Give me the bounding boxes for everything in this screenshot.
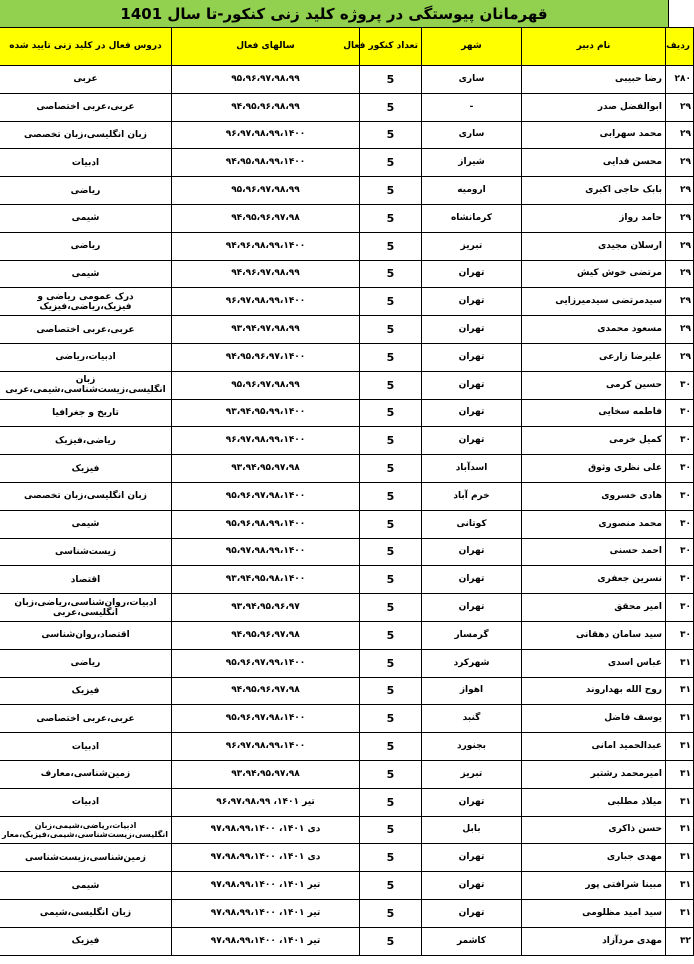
city-cell: اسدآباد: [422, 455, 522, 483]
table-row: [0, 816, 694, 844]
active-count-cell: 5: [360, 177, 422, 205]
active-years-cell: تیر ۱۴۰۱، ۹۶،۹۷،۹۸،۹۹: [172, 788, 360, 816]
row-number-cell: ۲۸۰: [666, 66, 694, 94]
approved-courses-cell: اقتصاد،روان‌شناسی: [0, 621, 172, 649]
row-number-cell: ۳۱: [666, 649, 694, 677]
teacher-name-cell: علیرضا زارعی: [522, 343, 666, 371]
sheet-title: قهرمانان پیوستگی در پروژه کلید زنی کنکور-تا سال 1401: [0, 0, 669, 28]
table-row: [0, 149, 694, 177]
city-cell: تهران: [422, 566, 522, 594]
active-years-cell: ۹۶،۹۷،۹۸،۹۹،۱۴۰۰: [172, 121, 360, 149]
city-cell: اهواز: [422, 677, 522, 705]
active-count-cell: 5: [360, 899, 422, 927]
city-cell: ساری: [422, 66, 522, 94]
row-number-cell: ۲۹: [666, 149, 694, 177]
active-years-cell: ۹۳،۹۴،۹۵،۹۷،۹۸: [172, 760, 360, 788]
teacher-name-cell: امیر محقق: [522, 594, 666, 622]
approved-courses-cell: عربی: [0, 66, 172, 94]
table-row: [0, 343, 694, 371]
active-count-cell: 5: [360, 733, 422, 761]
teacher-name-cell: محمد سهرابی: [522, 121, 666, 149]
teacher-name-cell: سید امید مظلومی: [522, 899, 666, 927]
row-number-cell: ۳۱: [666, 844, 694, 872]
approved-courses-cell: ریاضی: [0, 232, 172, 260]
teacher-name-cell: یوسف فاضل: [522, 705, 666, 733]
approved-courses-cell: ادبیات،ریاضی: [0, 343, 172, 371]
teacher-name-cell: علی نظری وثوق: [522, 455, 666, 483]
row-number-cell: ۲۹: [666, 288, 694, 316]
teacher-name-cell: امیرمحمد رشتبر: [522, 760, 666, 788]
active-count-cell: 5: [360, 232, 422, 260]
approved-courses-cell: زبان انگلیسی،زبان تخصصی: [0, 482, 172, 510]
active-count-cell: 5: [360, 705, 422, 733]
active-years-cell: ۹۵،۹۶،۹۷،۹۹،۱۴۰۰: [172, 649, 360, 677]
active-years-cell: ۹۳،۹۴،۹۵،۹۶،۹۷: [172, 594, 360, 622]
active-count-cell: 5: [360, 149, 422, 177]
teacher-name-cell: حامد رواز: [522, 204, 666, 232]
teacher-name-cell: روح الله بهداروند: [522, 677, 666, 705]
active-count-cell: 5: [360, 316, 422, 344]
row-number-cell: ۳۱: [666, 816, 694, 844]
header-active-years: سالهای فعال: [172, 28, 360, 66]
approved-courses-cell: زیست‌شناسی: [0, 538, 172, 566]
active-years-cell: ۹۴،۹۵،۹۶،۹۸،۹۹: [172, 93, 360, 121]
active-count-cell: 5: [360, 93, 422, 121]
active-years-cell: ۹۳،۹۴،۹۵،۹۸،۱۴۰۰: [172, 566, 360, 594]
table-row: [0, 510, 694, 538]
table-body: [0, 66, 694, 956]
active-count-cell: 5: [360, 399, 422, 427]
header-row-number: ردیف: [666, 28, 694, 66]
table-row: [0, 177, 694, 205]
header-approved-courses: دروس فعال در کلید زنی تایید شده: [0, 28, 172, 66]
active-count-cell: 5: [360, 927, 422, 955]
row-number-cell: ۲۹: [666, 204, 694, 232]
row-number-cell: ۲۹: [666, 121, 694, 149]
table-row: [0, 399, 694, 427]
teacher-name-cell: سیدمرتضی سیدمیرزایی: [522, 288, 666, 316]
approved-courses-cell: درک عمومی ریاضی و فیزیک،ریاضی،فیزیک: [0, 288, 172, 316]
teacher-name-cell: مسعود محمدی: [522, 316, 666, 344]
table-row: [0, 204, 694, 232]
row-number-cell: ۳۰: [666, 371, 694, 399]
active-count-cell: 5: [360, 510, 422, 538]
approved-courses-cell: اقتصاد: [0, 566, 172, 594]
approved-courses-cell: زبان انگلیسی،زبان تخصصی: [0, 121, 172, 149]
row-number-cell: ۲۹: [666, 260, 694, 288]
table-row: [0, 760, 694, 788]
table-row: [0, 455, 694, 483]
active-years-cell: ۹۳،۹۴،۹۷،۹۸،۹۹: [172, 316, 360, 344]
active-count-cell: 5: [360, 566, 422, 594]
row-number-cell: ۳۰: [666, 399, 694, 427]
approved-courses-cell: ادبیات،ریاضی،شیمی،زبان انگلیسی،زیست‌شناسی،شیمی،فیزیک،معار: [0, 816, 172, 844]
table-row: [0, 844, 694, 872]
city-cell: تهران: [422, 288, 522, 316]
approved-courses-cell: فیزیک: [0, 927, 172, 955]
approved-courses-cell: زبان انگلیسی،شیمی: [0, 899, 172, 927]
row-number-cell: ۲۹: [666, 232, 694, 260]
champions-table: [0, 27, 694, 956]
table-row: [0, 288, 694, 316]
active-count-cell: 5: [360, 538, 422, 566]
row-number-cell: ۳۱: [666, 677, 694, 705]
active-count-cell: 5: [360, 677, 422, 705]
city-cell: تبریز: [422, 232, 522, 260]
approved-courses-cell: زبان انگلیسی،زیست‌شناسی،شیمی،عربی: [0, 371, 172, 399]
city-cell: خرم آباد: [422, 482, 522, 510]
approved-courses-cell: عربی،عربی اختصاصی: [0, 316, 172, 344]
city-cell: ارومیه: [422, 177, 522, 205]
city-cell: تهران: [422, 872, 522, 900]
table-row: [0, 121, 694, 149]
city-cell: تهران: [422, 594, 522, 622]
city-cell: تهران: [422, 343, 522, 371]
teacher-name-cell: مبینا شرافتی پور: [522, 872, 666, 900]
active-years-cell: ۹۶،۹۷،۹۸،۹۹،۱۴۰۰: [172, 733, 360, 761]
approved-courses-cell: ریاضی: [0, 177, 172, 205]
active-years-cell: ۹۴،۹۵،۹۶،۹۷،۱۴۰۰: [172, 343, 360, 371]
header-row: [0, 28, 694, 66]
city-cell: کوتانی: [422, 510, 522, 538]
table-row: [0, 66, 694, 94]
active-count-cell: 5: [360, 288, 422, 316]
active-years-cell: تیر ۱۴۰۱، ۹۷،۹۸،۹۹،۱۴۰۰: [172, 872, 360, 900]
city-cell: شهرکرد: [422, 649, 522, 677]
teacher-name-cell: مهدی مردآزاد: [522, 927, 666, 955]
approved-courses-cell: زمین‌شناسی،زیست‌شناسی: [0, 844, 172, 872]
active-count-cell: 5: [360, 844, 422, 872]
active-years-cell: ۹۴،۹۵،۹۶،۹۷،۹۸: [172, 204, 360, 232]
approved-courses-cell: عربی،عربی اختصاصی: [0, 705, 172, 733]
teacher-name-cell: محسن فدایی: [522, 149, 666, 177]
table-row: [0, 621, 694, 649]
row-number-cell: ۳۱: [666, 788, 694, 816]
teacher-name-cell: عبدالحمید امانی: [522, 733, 666, 761]
row-number-cell: ۳۲: [666, 927, 694, 955]
active-years-cell: ۹۵،۹۶،۹۷،۹۸،۱۴۰۰: [172, 482, 360, 510]
active-years-cell: ۹۳،۹۴،۹۵،۹۹،۱۴۰۰: [172, 399, 360, 427]
teacher-name-cell: مهدی جباری: [522, 844, 666, 872]
active-count-cell: 5: [360, 66, 422, 94]
active-count-cell: 5: [360, 788, 422, 816]
active-count-cell: 5: [360, 760, 422, 788]
active-count-cell: 5: [360, 343, 422, 371]
row-number-cell: ۲۹: [666, 93, 694, 121]
active-count-cell: 5: [360, 872, 422, 900]
row-number-cell: ۳۰: [666, 427, 694, 455]
city-cell: بجنورد: [422, 733, 522, 761]
active-years-cell: ۹۴،۹۶،۹۷،۹۸،۹۹: [172, 260, 360, 288]
active-years-cell: ۹۴،۹۶،۹۸،۹۹،۱۴۰۰: [172, 232, 360, 260]
city-cell: تهران: [422, 788, 522, 816]
table-row: [0, 649, 694, 677]
teacher-name-cell: محمد منصوری: [522, 510, 666, 538]
header-active-count: تعداد کنکور فعال: [360, 28, 422, 66]
active-count-cell: 5: [360, 816, 422, 844]
teacher-name-cell: عباس اسدی: [522, 649, 666, 677]
table-row: [0, 899, 694, 927]
row-number-cell: ۳۱: [666, 760, 694, 788]
row-number-cell: ۳۰: [666, 538, 694, 566]
active-count-cell: 5: [360, 621, 422, 649]
teacher-name-cell: فاطمه سخایی: [522, 399, 666, 427]
teacher-name-cell: ارسلان مجیدی: [522, 232, 666, 260]
active-count-cell: 5: [360, 204, 422, 232]
city-cell: تهران: [422, 427, 522, 455]
active-years-cell: ۹۵،۹۷،۹۸،۹۹،۱۴۰۰: [172, 538, 360, 566]
table-row: [0, 594, 694, 622]
city-cell: شیراز: [422, 149, 522, 177]
table-row: [0, 538, 694, 566]
city-cell: تبریز: [422, 760, 522, 788]
approved-courses-cell: زمین‌شناسی،معارف: [0, 760, 172, 788]
approved-courses-cell: شیمی: [0, 872, 172, 900]
city-cell: گرمسار: [422, 621, 522, 649]
teacher-name-cell: هادی خسروی: [522, 482, 666, 510]
active-count-cell: 5: [360, 371, 422, 399]
city-cell: گنبد: [422, 705, 522, 733]
approved-courses-cell: ریاضی،فیزیک: [0, 427, 172, 455]
table-row: [0, 93, 694, 121]
table-row: [0, 705, 694, 733]
row-number-cell: ۳۰: [666, 566, 694, 594]
table-row: [0, 427, 694, 455]
city-cell: تهران: [422, 260, 522, 288]
header-city: شهر: [422, 28, 522, 66]
approved-courses-cell: فیزیک: [0, 455, 172, 483]
city-cell: تهران: [422, 844, 522, 872]
table-row: [0, 733, 694, 761]
active-years-cell: ۹۵،۹۶،۹۷،۹۸،۱۴۰۰: [172, 705, 360, 733]
teacher-name-cell: حسن ذاکری: [522, 816, 666, 844]
active-years-cell: ۹۵،۹۶،۹۷،۹۸،۹۹: [172, 177, 360, 205]
teacher-name-cell: میلاد مطلبی: [522, 788, 666, 816]
city-cell: تهران: [422, 371, 522, 399]
row-number-cell: ۲۹: [666, 316, 694, 344]
active-years-cell: ۹۵،۹۶،۹۷،۹۸،۹۹: [172, 371, 360, 399]
row-number-cell: ۳۰: [666, 510, 694, 538]
active-count-cell: 5: [360, 594, 422, 622]
teacher-name-cell: نسرین جعفری: [522, 566, 666, 594]
header-teacher-name: نام دبیر: [522, 28, 666, 66]
approved-courses-cell: شیمی: [0, 260, 172, 288]
row-number-cell: ۲۹: [666, 177, 694, 205]
city-cell: -: [422, 93, 522, 121]
row-number-cell: ۳۱: [666, 872, 694, 900]
active-count-cell: 5: [360, 121, 422, 149]
row-number-cell: ۳۰: [666, 482, 694, 510]
active-years-cell: ۹۵،۹۶،۹۸،۹۹،۱۴۰۰: [172, 510, 360, 538]
active-years-cell: ۹۵،۹۶،۹۷،۹۸،۹۹: [172, 66, 360, 94]
active-years-cell: تیر ۱۴۰۱، ۹۷،۹۸،۹۹،۱۴۰۰: [172, 899, 360, 927]
active-years-cell: تیر ۱۴۰۱، ۹۷،۹۸،۹۹،۱۴۰۰: [172, 927, 360, 955]
teacher-name-cell: کمیل خرمی: [522, 427, 666, 455]
active-years-cell: ۹۴،۹۵،۹۶،۹۷،۹۸: [172, 677, 360, 705]
teacher-name-cell: ابوالفضل صدر: [522, 93, 666, 121]
table-row: [0, 371, 694, 399]
active-count-cell: 5: [360, 482, 422, 510]
table-row: [0, 232, 694, 260]
active-years-cell: ۹۳،۹۴،۹۵،۹۷،۹۸: [172, 455, 360, 483]
table-row: [0, 482, 694, 510]
active-years-cell: ۹۴،۹۵،۹۶،۹۷،۹۸: [172, 621, 360, 649]
row-number-cell: ۳۱: [666, 705, 694, 733]
row-number-cell: ۳۱: [666, 733, 694, 761]
approved-courses-cell: ریاضی: [0, 649, 172, 677]
table-row: [0, 788, 694, 816]
city-cell: تهران: [422, 538, 522, 566]
active-years-cell: دی ۱۴۰۱، ۹۷،۹۸،۹۹،۱۴۰۰: [172, 844, 360, 872]
city-cell: بابل: [422, 816, 522, 844]
city-cell: تهران: [422, 316, 522, 344]
approved-courses-cell: تاریخ و جغرافیا: [0, 399, 172, 427]
teacher-name-cell: سید سامان دهقانی: [522, 621, 666, 649]
approved-courses-cell: ادبیات: [0, 733, 172, 761]
approved-courses-cell: شیمی: [0, 204, 172, 232]
approved-courses-cell: ادبیات: [0, 788, 172, 816]
table-row: [0, 260, 694, 288]
active-years-cell: ۹۶،۹۷،۹۸،۹۹،۱۴۰۰: [172, 427, 360, 455]
table-row: [0, 927, 694, 955]
teacher-name-cell: رضا حبیبی: [522, 66, 666, 94]
active-count-cell: 5: [360, 649, 422, 677]
row-number-cell: ۳۰: [666, 455, 694, 483]
teacher-name-cell: بابک حاجی اکبری: [522, 177, 666, 205]
active-years-cell: دی ۱۴۰۱، ۹۷،۹۸،۹۹،۱۴۰۰: [172, 816, 360, 844]
active-count-cell: 5: [360, 260, 422, 288]
approved-courses-cell: ادبیات،روان‌شناسی،ریاضی،زبان انگلیسی،عربی: [0, 594, 172, 622]
approved-courses-cell: عربی،عربی اختصاصی: [0, 93, 172, 121]
teacher-name-cell: حسین کرمی: [522, 371, 666, 399]
active-years-cell: ۹۶،۹۷،۹۸،۹۹،۱۴۰۰: [172, 288, 360, 316]
city-cell: کاشمر: [422, 927, 522, 955]
teacher-name-cell: احمد حسنی: [522, 538, 666, 566]
teacher-name-cell: مرتضی خوش کیش: [522, 260, 666, 288]
city-cell: ساری: [422, 121, 522, 149]
city-cell: کرمانشاه: [422, 204, 522, 232]
row-number-cell: ۳۱: [666, 899, 694, 927]
active-count-cell: 5: [360, 455, 422, 483]
table-row: [0, 566, 694, 594]
row-number-cell: ۳۰: [666, 594, 694, 622]
city-cell: تهران: [422, 899, 522, 927]
row-number-cell: ۳۰: [666, 621, 694, 649]
approved-courses-cell: ادبیات: [0, 149, 172, 177]
approved-courses-cell: فیزیک: [0, 677, 172, 705]
active-years-cell: ۹۴،۹۵،۹۸،۹۹،۱۴۰۰: [172, 149, 360, 177]
city-cell: تهران: [422, 399, 522, 427]
active-count-cell: 5: [360, 427, 422, 455]
table-row: [0, 872, 694, 900]
approved-courses-cell: شیمی: [0, 510, 172, 538]
table-row: [0, 316, 694, 344]
row-number-cell: ۲۹: [666, 343, 694, 371]
table-row: [0, 677, 694, 705]
